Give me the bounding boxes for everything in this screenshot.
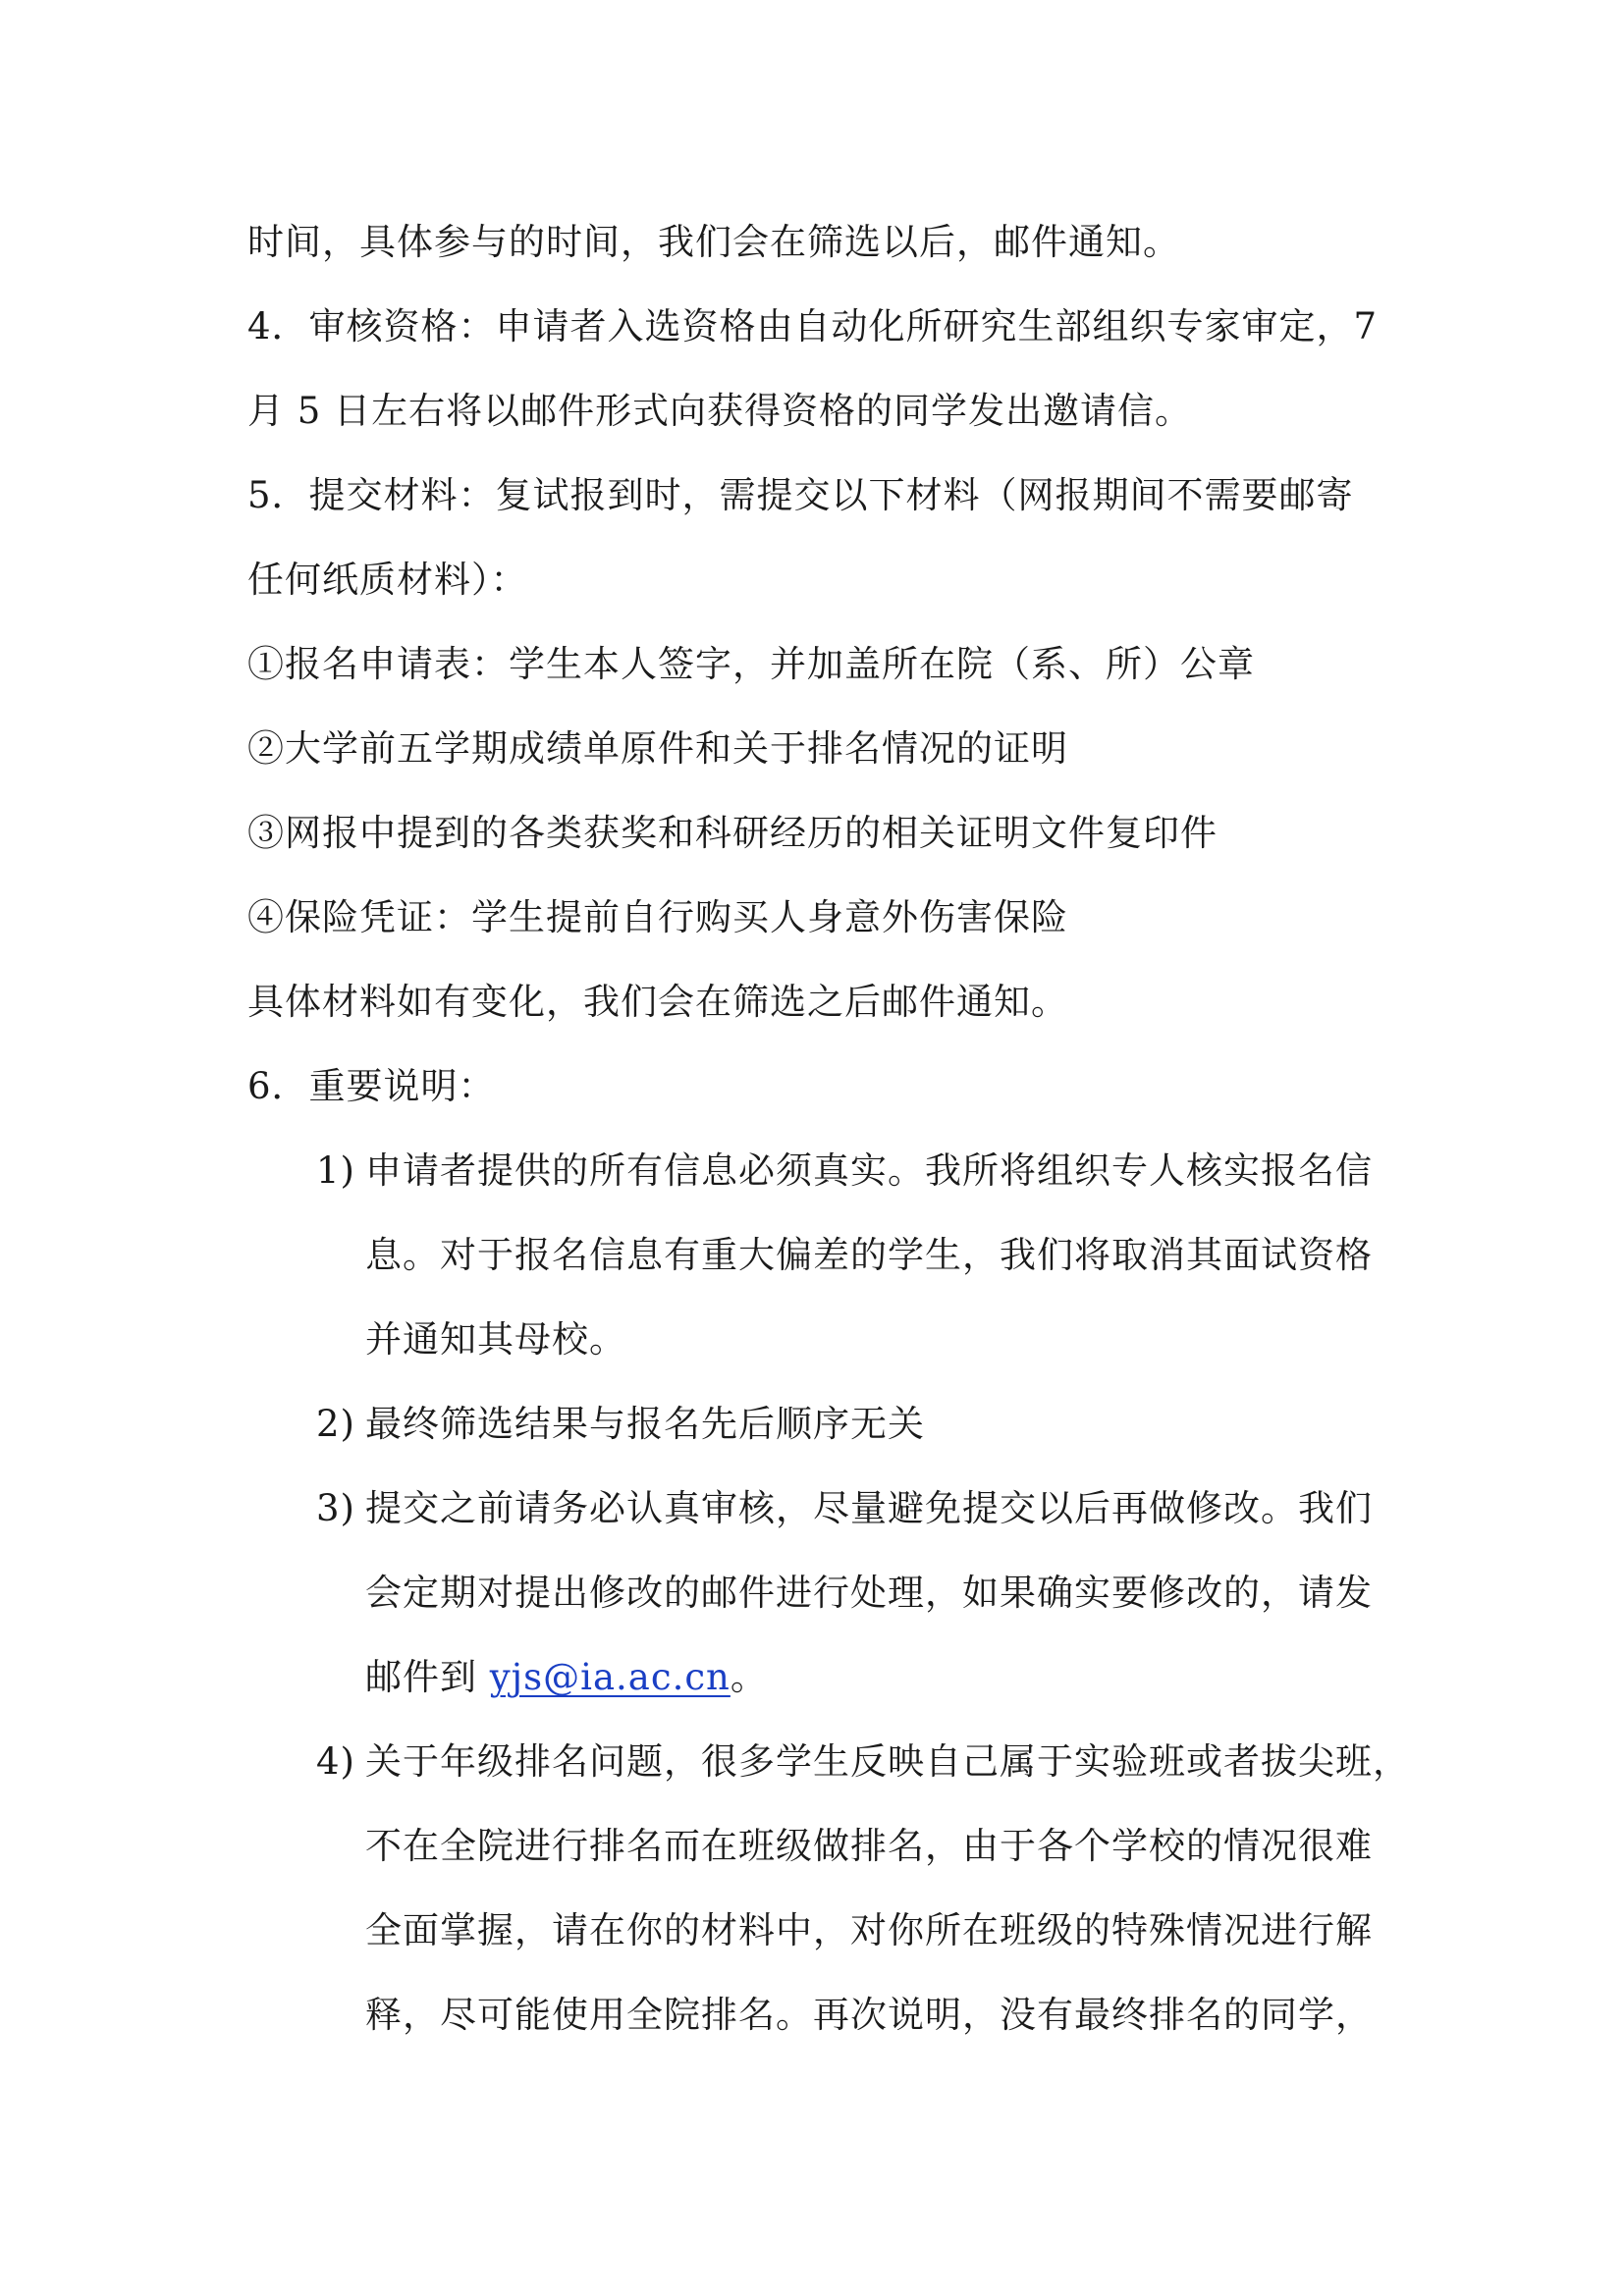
note-3-text [365, 1655, 768, 1700]
note-1-text: 息。对于报名信息有重大偏差的学生，我们将取消其面试资格 [365, 1234, 1373, 1276]
note-4-text: 关于年级排名问题，很多学生反映自己属于实验班或者拔尖班， [365, 1740, 1410, 1783]
item-6-important-notes: 6．重要说明： [247, 1065, 496, 1107]
note-number-1: 1) [316, 1149, 355, 1192]
body-line: 月 5 日左右将以邮件形式向获得资格的同学发出邀请信。 [247, 390, 1193, 432]
material-item-3: ③网报中提到的各类获奖和科研经历的相关证明文件复印件 [247, 812, 1218, 854]
item-5-submit-materials: 5．提交材料：复试报到时，需提交以下材料（网报期间不需要邮寄 [247, 474, 1354, 516]
item-4-review-qualification: 4．审核资格：申请者入选资格由自动化所研究生部组织专家审定，7 [247, 305, 1379, 347]
note-4-text: 全面掌握，请在你的材料中，对你所在班级的特殊情况进行解 [365, 1909, 1373, 1951]
note-1-text: 申请者提供的所有信息必须真实。我所将组织专人核实报名信 [365, 1149, 1373, 1192]
note-3-text: 提交之前请务必认真审核，尽量避免提交以后再做修改。我们 [365, 1487, 1373, 1529]
note-3-text-lead: 邮件到 [365, 1656, 490, 1698]
material-item-4: ④保险凭证：学生提前自行购买人身意外伤害保险 [247, 896, 1068, 938]
note-4-text: 释，尽可能使用全院排名。再次说明，没有最终排名的同学， [365, 1994, 1373, 2036]
note-number-4: 4) [316, 1740, 355, 1783]
note-3-text: 会定期对提出修改的邮件进行处理，如果确实要修改的，请发 [365, 1572, 1373, 1614]
body-line: 时间，具体参与的时间，我们会在筛选以后，邮件通知。 [247, 221, 1180, 263]
body-line: 任何纸质材料）： [247, 559, 528, 601]
material-item-2: ②大学前五学期成绩单原件和关于排名情况的证明 [247, 727, 1068, 770]
note-4-text: 不在全院进行排名而在班级做排名，由于各个学校的情况很难 [365, 1825, 1373, 1867]
note-number-2: 2) [316, 1403, 355, 1445]
note-3-text-end: 。 [730, 1656, 768, 1698]
body-line: 具体材料如有变化，我们会在筛选之后邮件通知。 [247, 981, 1068, 1023]
note-2-text: 最终筛选结果与报名先后顺序无关 [365, 1403, 925, 1445]
note-number-3: 3) [316, 1487, 355, 1529]
note-1-text: 并通知其母校。 [365, 1318, 626, 1361]
email-link[interactable]: yjs@ia.ac.cn [489, 1656, 731, 1698]
material-item-1: ①报名申请表：学生本人签字，并加盖所在院（系、所）公章 [247, 643, 1255, 685]
